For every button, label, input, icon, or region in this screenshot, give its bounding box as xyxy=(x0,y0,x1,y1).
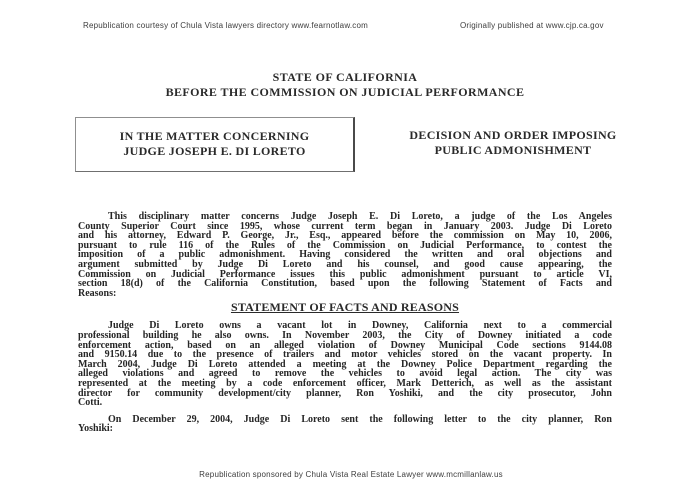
body-line: alleged violations and agreed to remove the vehicles to avoid legal action. The city was xyxy=(78,368,612,380)
body-line: represented at the meeting by a code enforcement officer, Mark Detterich, as well as the assistant xyxy=(78,377,612,389)
body-line: director for community development/city planner, Ron Yoshiki, and the city prosecutor, John xyxy=(78,387,612,399)
caption-decision-line-1: DECISION AND ORDER IMPOSING xyxy=(409,128,617,142)
caption-matter-line-1: IN THE MATTER CONCERNING xyxy=(119,129,310,143)
document-body xyxy=(78,212,612,434)
body-line: enforcement action, based on an alleged violation of Downey Municipal Code sections 9144.08 xyxy=(78,339,612,351)
case-caption-box xyxy=(75,117,355,172)
body-line: and his attorney, Edward P. George, Jr., Esq., appeared before the commission on May 10, 2006, xyxy=(78,230,612,242)
section-heading-statement-of-facts: STATEMENT OF FACTS AND REASONS xyxy=(230,300,460,315)
document-title-line-1: STATE OF CALIFORNIA xyxy=(272,70,418,84)
paragraph-2 xyxy=(78,321,612,407)
body-line: Cotti. xyxy=(78,397,103,409)
body-line: County Superior Court since 1995, whose current term began in January 2003. Judge Di Loreto xyxy=(78,220,612,232)
caption-matter-line-2: JUDGE JOSEPH E. DI LORETO xyxy=(123,144,306,158)
caption-decision-line-2: PUBLIC ADMONISHMENT xyxy=(434,143,592,157)
header-note-left: Republication courtesy of Chula Vista lawyers directory www.fearnotlaw.com xyxy=(83,21,368,30)
body-line: section 18(d) of the California Constitution, based upon the following Statement of Facts and xyxy=(78,278,612,290)
body-line: Judge Di Loreto owns a vacant lot in Downey, California next to a commercial xyxy=(108,320,612,332)
body-line: argument submitted by Judge Di Loreto and his counsel, and good cause appearing, the xyxy=(78,258,612,270)
body-line: March 2004, Judge Di Loreto attended a meeting at the Downey Police Department regarding the xyxy=(78,358,612,370)
body-line: and 9150.14 due to the presence of trailers and motor vehicles stored on the vacant property. In xyxy=(78,349,612,361)
body-line: imposition of a public admonishment. Having considered the written and oral objections and xyxy=(78,249,612,261)
case-caption-decision xyxy=(396,128,630,158)
body-line: professional building he also owns. In November 2003, the City of Downey initiated a code xyxy=(78,329,612,341)
body-line: Yoshiki: xyxy=(78,423,114,435)
body-line: Reasons: xyxy=(78,287,117,299)
paragraph-1 xyxy=(78,212,612,298)
document-title-line-2: BEFORE THE COMMISSION ON JUDICIAL PERFORMANCE xyxy=(165,85,525,99)
body-line: This disciplinary matter concerns Judge Joseph E. Di Loreto, a judge of the Los Angeles xyxy=(108,211,612,222)
body-line: On December 29, 2004, Judge Di Loreto sent the following letter to the city planner, Ron xyxy=(108,413,612,425)
paragraph-3 xyxy=(78,415,612,434)
body-line: pursuant to rule 116 of the Rules of the Commission on Judicial Performance, to contest the xyxy=(78,239,612,251)
header-note-right: Originally published at www.cjp.ca.gov xyxy=(460,21,604,30)
body-line: Commission on Judicial Performance issues this public admonishment pursuant to article VI, xyxy=(78,268,612,280)
footer-note: Republication sponsored by Chula Vista Real Estate Lawyer www.mcmillanlaw.us xyxy=(199,470,503,479)
